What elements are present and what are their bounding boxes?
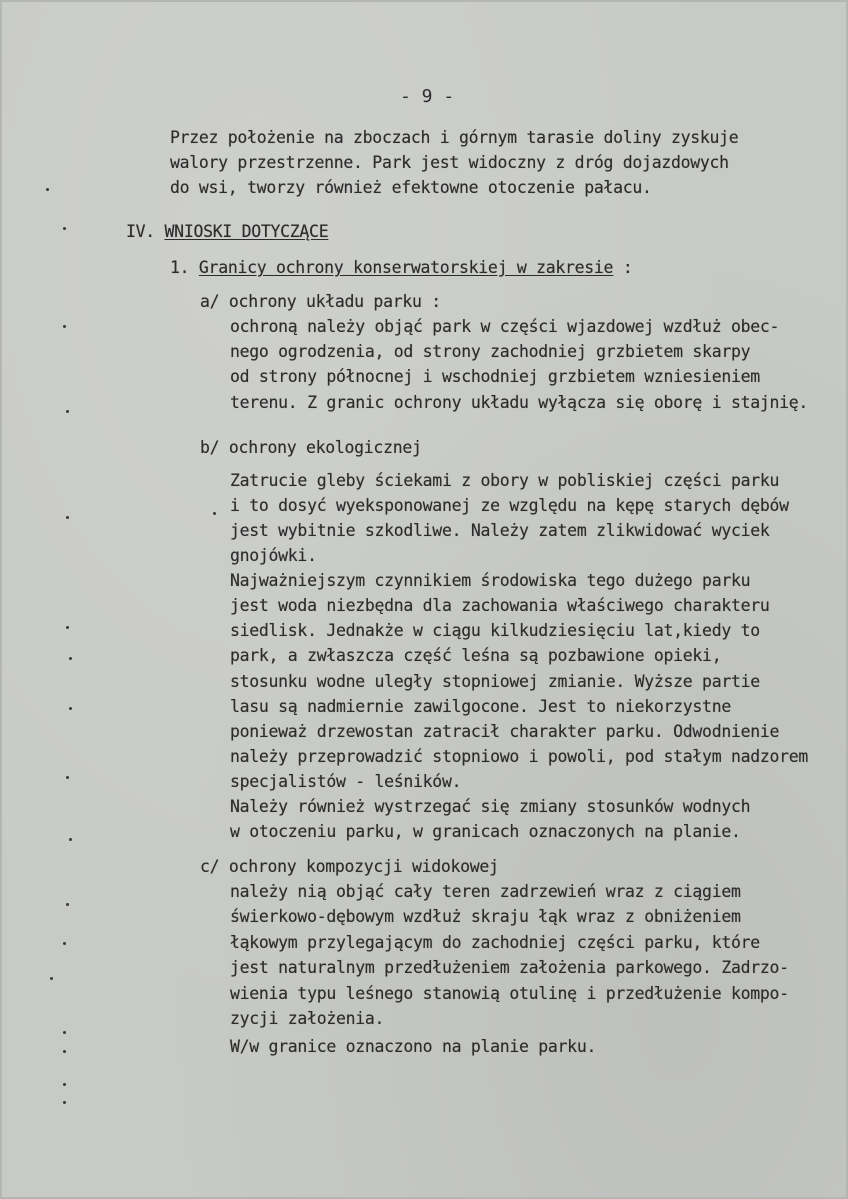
- item-c-line: należy nią objąć cały teren zadrzewień wraz z ciągiem: [230, 882, 741, 901]
- item-c-line: jest naturalnym przedłużeniem założenia parkowego. Zadrzo-: [230, 958, 789, 977]
- scan-speck: [69, 838, 72, 841]
- subsection-suffix: :: [613, 258, 633, 277]
- item-b-line: Zatrucie gleby ściekami z obory w pobliskiej części parku: [230, 471, 780, 490]
- item-b-line: siedlisk. Jednakże w ciągu kilkudziesięciu lat,kiedy to: [230, 621, 760, 640]
- item-b-line: Najważniejszym czynnikiem środowiska tego dużego parku: [230, 571, 751, 590]
- item-b-line: stosunku wodne uległy stopniowej zmianie. Wyższe partie: [230, 672, 760, 691]
- intro-line: walory przestrzenne. Park jest widoczny z dróg dojazdowych: [170, 153, 729, 172]
- item-b-heading: [200, 438, 422, 458]
- item-b-line: Należy również wystrzegać się zmiany stosunków wodnych: [230, 797, 751, 816]
- scan-speck: [213, 512, 216, 515]
- intro-line: Przez położenie na zboczach i górnym tarasie doliny zyskuje: [170, 128, 739, 147]
- scan-speck: [66, 626, 69, 629]
- item-label: c/: [200, 857, 220, 876]
- scan-speck: [66, 410, 69, 413]
- item-c-line: łąkowym przylegającym do zachodniej części parku, które: [230, 933, 760, 952]
- item-c-line: W/w granice oznaczono na planie parku.: [230, 1037, 597, 1056]
- section-title: WNIOSKI DOTYCZĄCE: [164, 222, 329, 241]
- item-b-line: należy przeprowadzić stopniowo i powoli, pod stałym nadzorem: [230, 747, 809, 766]
- scan-speck: [50, 977, 53, 980]
- item-b-line: park, a zwłaszcza część leśna są pozbawione opieki,: [230, 646, 722, 665]
- item-label: b/: [200, 438, 220, 457]
- item-a-line: ochroną należy objąć park w części wjazdowej wzdłuż obec-: [230, 317, 780, 336]
- item-c-heading: [200, 857, 499, 877]
- item-b-line: ponieważ drzewostan zatracił charakter parku. Odwodnienie: [230, 722, 780, 741]
- scan-speck: [63, 1031, 66, 1034]
- item-heading-text: ochrony kompozycji widokowej: [228, 857, 499, 876]
- scan-speck: [63, 1083, 66, 1086]
- scan-speck: [63, 325, 66, 328]
- item-heading-text: ochrony układu parku :: [228, 292, 441, 311]
- item-b-line: i to dosyć wyeksponowanej ze względu na kępę starych dębów: [230, 496, 789, 515]
- section-number: IV.: [126, 222, 155, 241]
- item-a-line: nego ogrodzenia, od strony zachodniej grzbietem skarpy: [230, 342, 751, 361]
- scan-speck: [66, 903, 69, 906]
- item-a-line: od strony północnej i wschodniej grzbietem wzniesieniem: [230, 367, 760, 386]
- page-number: - 9 -: [400, 86, 455, 107]
- item-heading-text: ochrony ekologicznej: [228, 438, 422, 457]
- item-c-line: świerkowo-dębowym wzdłuż skraju łąk wraz z obniżeniem: [230, 907, 741, 926]
- item-b-line: w otoczeniu parku, w granicach oznaczonych na planie.: [230, 822, 741, 841]
- subsection-title: Granicy ochrony konserwatorskiej w zakresie: [198, 258, 614, 277]
- subsection-number: 1.: [170, 258, 190, 277]
- item-a-line: terenu. Z granic ochrony układu wyłącza się oborę i stajnię.: [230, 393, 809, 412]
- section-heading: [126, 222, 328, 242]
- item-b-line: jest wybitnie szkodliwe. Należy zatem zlikwidować wyciek: [230, 521, 770, 540]
- scan-speck: [63, 942, 66, 945]
- item-a-heading: [200, 292, 441, 312]
- intro-line: do wsi, tworzy również efektowne otoczenie pałacu.: [170, 178, 652, 197]
- subsection-heading: [170, 258, 632, 278]
- scan-speck: [46, 188, 49, 191]
- item-b-line: gnojówki.: [230, 546, 317, 565]
- scan-speck: [63, 1101, 66, 1104]
- scan-speck: [66, 776, 69, 779]
- item-label: a/: [200, 292, 220, 311]
- item-c-line: wienia typu leśnego stanowią otulinę i przedłużenie kompo-: [230, 984, 789, 1003]
- scan-speck: [63, 227, 66, 230]
- scan-speck: [69, 707, 72, 710]
- item-b-line: specjalistów - leśników.: [230, 772, 462, 791]
- item-c-line: zycji założenia.: [230, 1009, 385, 1028]
- scan-speck: [69, 657, 72, 660]
- scan-speck: [66, 516, 69, 519]
- item-b-line: lasu są nadmiernie zawilgocone. Jest to niekorzystne: [230, 697, 731, 716]
- item-b-line: jest woda niezbędna dla zachowania właściwego charakteru: [230, 596, 770, 615]
- scan-speck: [63, 1050, 66, 1053]
